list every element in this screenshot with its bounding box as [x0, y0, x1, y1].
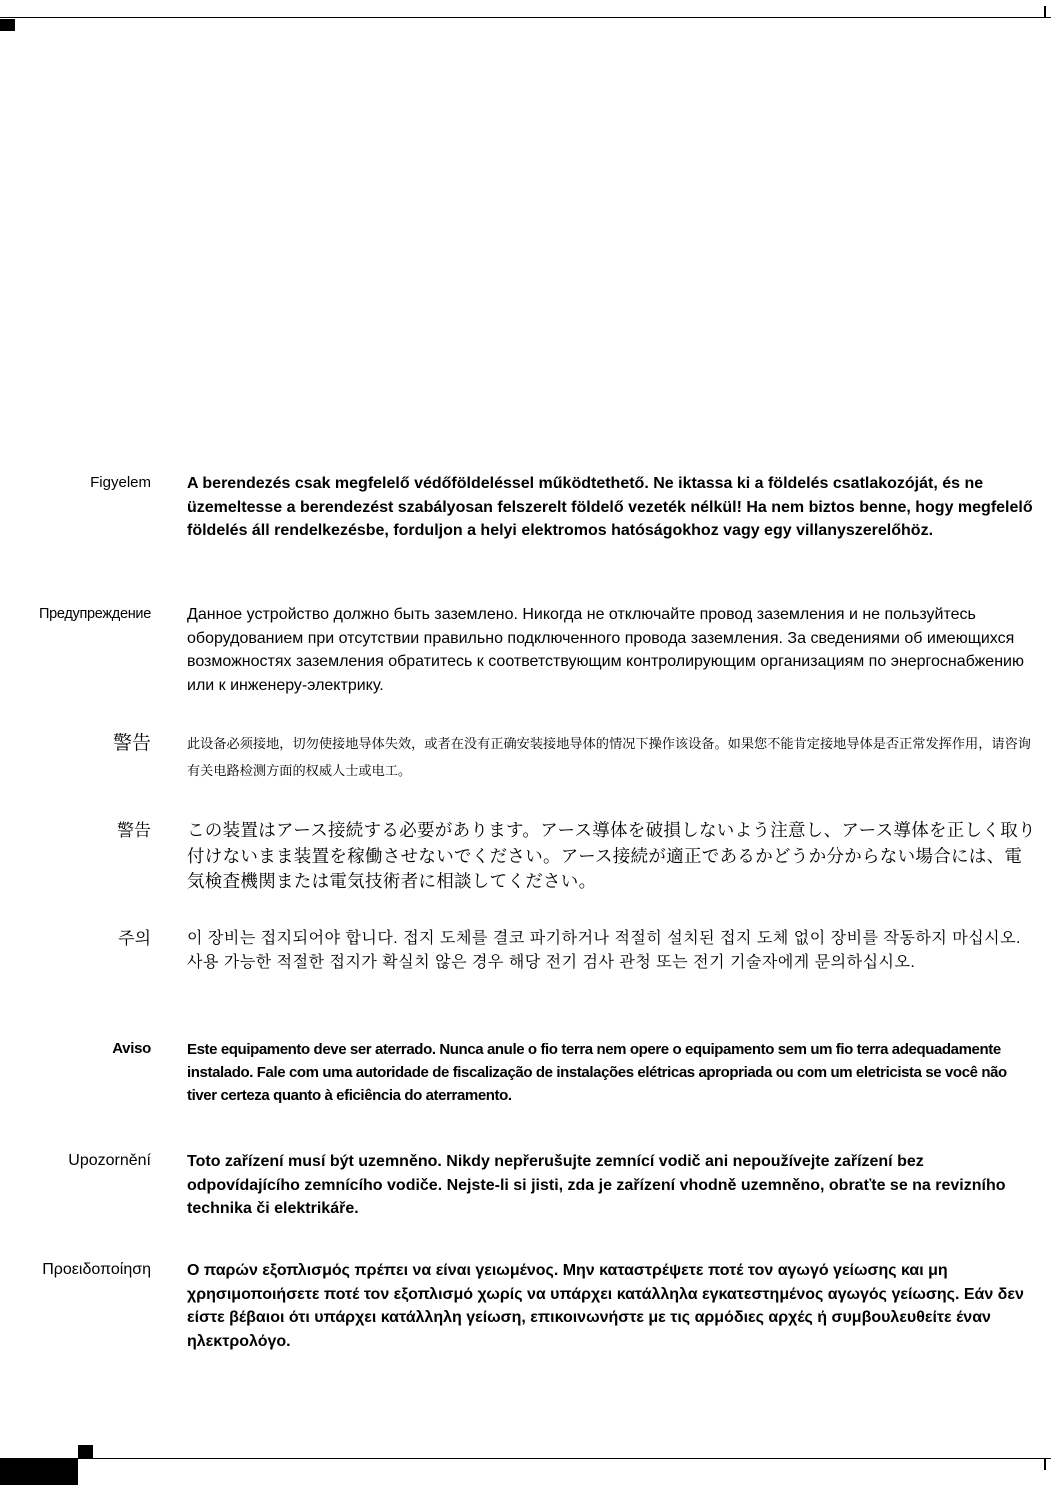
warning-text: 此设备必须接地，切勿使接地导体失效，或者在没有正确安装接地导体的情况下操作该设备。如果您不能肯定接地导体是否正常发挥作用，请咨询有关电路检测方面的权威人士或电工。 [187, 736, 1031, 778]
page-number-tab [0, 1459, 78, 1485]
warning-text: Данное устройство должно быть заземлено. Никогда не отключайте провод заземления и не пользуйтесь оборудованием при отсутствии правильно подключенного провода заземления. За сведениями об имеющихся возможностях заземления обратитесь к соответствующим контролирующим организациям по энергоснабжению или к инженеру-электрику. [187, 606, 1024, 694]
warning-label: 警告 [112, 733, 151, 754]
bottom-left-marker [78, 1445, 93, 1458]
top-left-marker [0, 19, 15, 31]
warning-text: Toto zařízení musí být uzemněno. Nikdy nepřerušujte zemnící vodič ani nepoužívejte zařízení bez odpovídajícího zemnícího vodiče. Nejste-li si jisti, zda je zařízení vhodně uzemněno, obraťte se na revizního technika či elektrikáře. [187, 1153, 1006, 1217]
warning-label: Προειδοποίηση [42, 1261, 151, 1278]
warning-label: 주의 [118, 929, 151, 948]
warning-label: Figyelem [90, 474, 151, 491]
warning-text: 이 장비는 접지되어야 합니다. 접지 도체를 결코 파기하거나 적절히 설치된 접지 도체 없이 장비를 작동하지 마십시오. 사용 가능한 적절한 접지가 확실치 않은 경우 해당 전기 검사 관청 또는 전기 기술자에게 문의하십시오. [187, 930, 1022, 971]
warning-text: この装置はアース接続する必要があります。アース導体を破損しないよう注意し、アース導体を正しく取り付けないまま装置を稼働させないでください。アース接続が適正であるかどうか分からない場合には、電気検査機関または電気技術者に相談してください。 [187, 820, 1036, 891]
top-rule [0, 17, 1051, 18]
bottom-rule [0, 1458, 1051, 1459]
warning-label: 警告 [117, 821, 151, 840]
warning-text: Ο παρών εξοπλισμός πρέπει να είναι γειωμένος. Μην καταστρέψετε ποτέ τον αγωγό γείωσης και μη χρησιμοποιήσετε ποτέ τον εξοπλισμό χωρίς να υπάρχει κατάλληλα εγκατεστημένος αγωγός γείωσης. Εάν δεν είστε βέβαιοι ότι υπάρχει κατάλληλη γείωση, επικοινωνήστε με τις αρμόδιες αρχές ή συμβουλευθείτε έναν ηλεκτρολόγο. [187, 1262, 1024, 1350]
top-right-tick [1044, 6, 1046, 18]
warning-text: Este equipamento deve ser aterrado. Nunca anule o fio terra nem opere o equipamento sem um fio terra adequadamente instalado. Fale com uma autoridade de fiscalização de instalações elétricas apropriada ou com um eletricista se você não tiver certeza quanto à eficiência do aterramento. [187, 1041, 1007, 1104]
warning-label: Aviso [112, 1040, 151, 1057]
bottom-right-tick [1044, 1458, 1046, 1470]
warning-label: Upozornění [68, 1152, 151, 1169]
warning-text: A berendezés csak megfelelő védőföldeléssel működtethető. Ne iktassa ki a földelés csatlakozóját, és ne üzemeltesse a berendezést szabályosan felszerelt földelő vezeték nélkül! Ha nem biztos benne, hogy megfelelő földelés áll rendelkezésbe, forduljon a helyi elektromos hatóságokhoz vagy egy villanyszerelőhöz. [187, 475, 1033, 539]
warning-label: Предупреждение [39, 606, 151, 622]
